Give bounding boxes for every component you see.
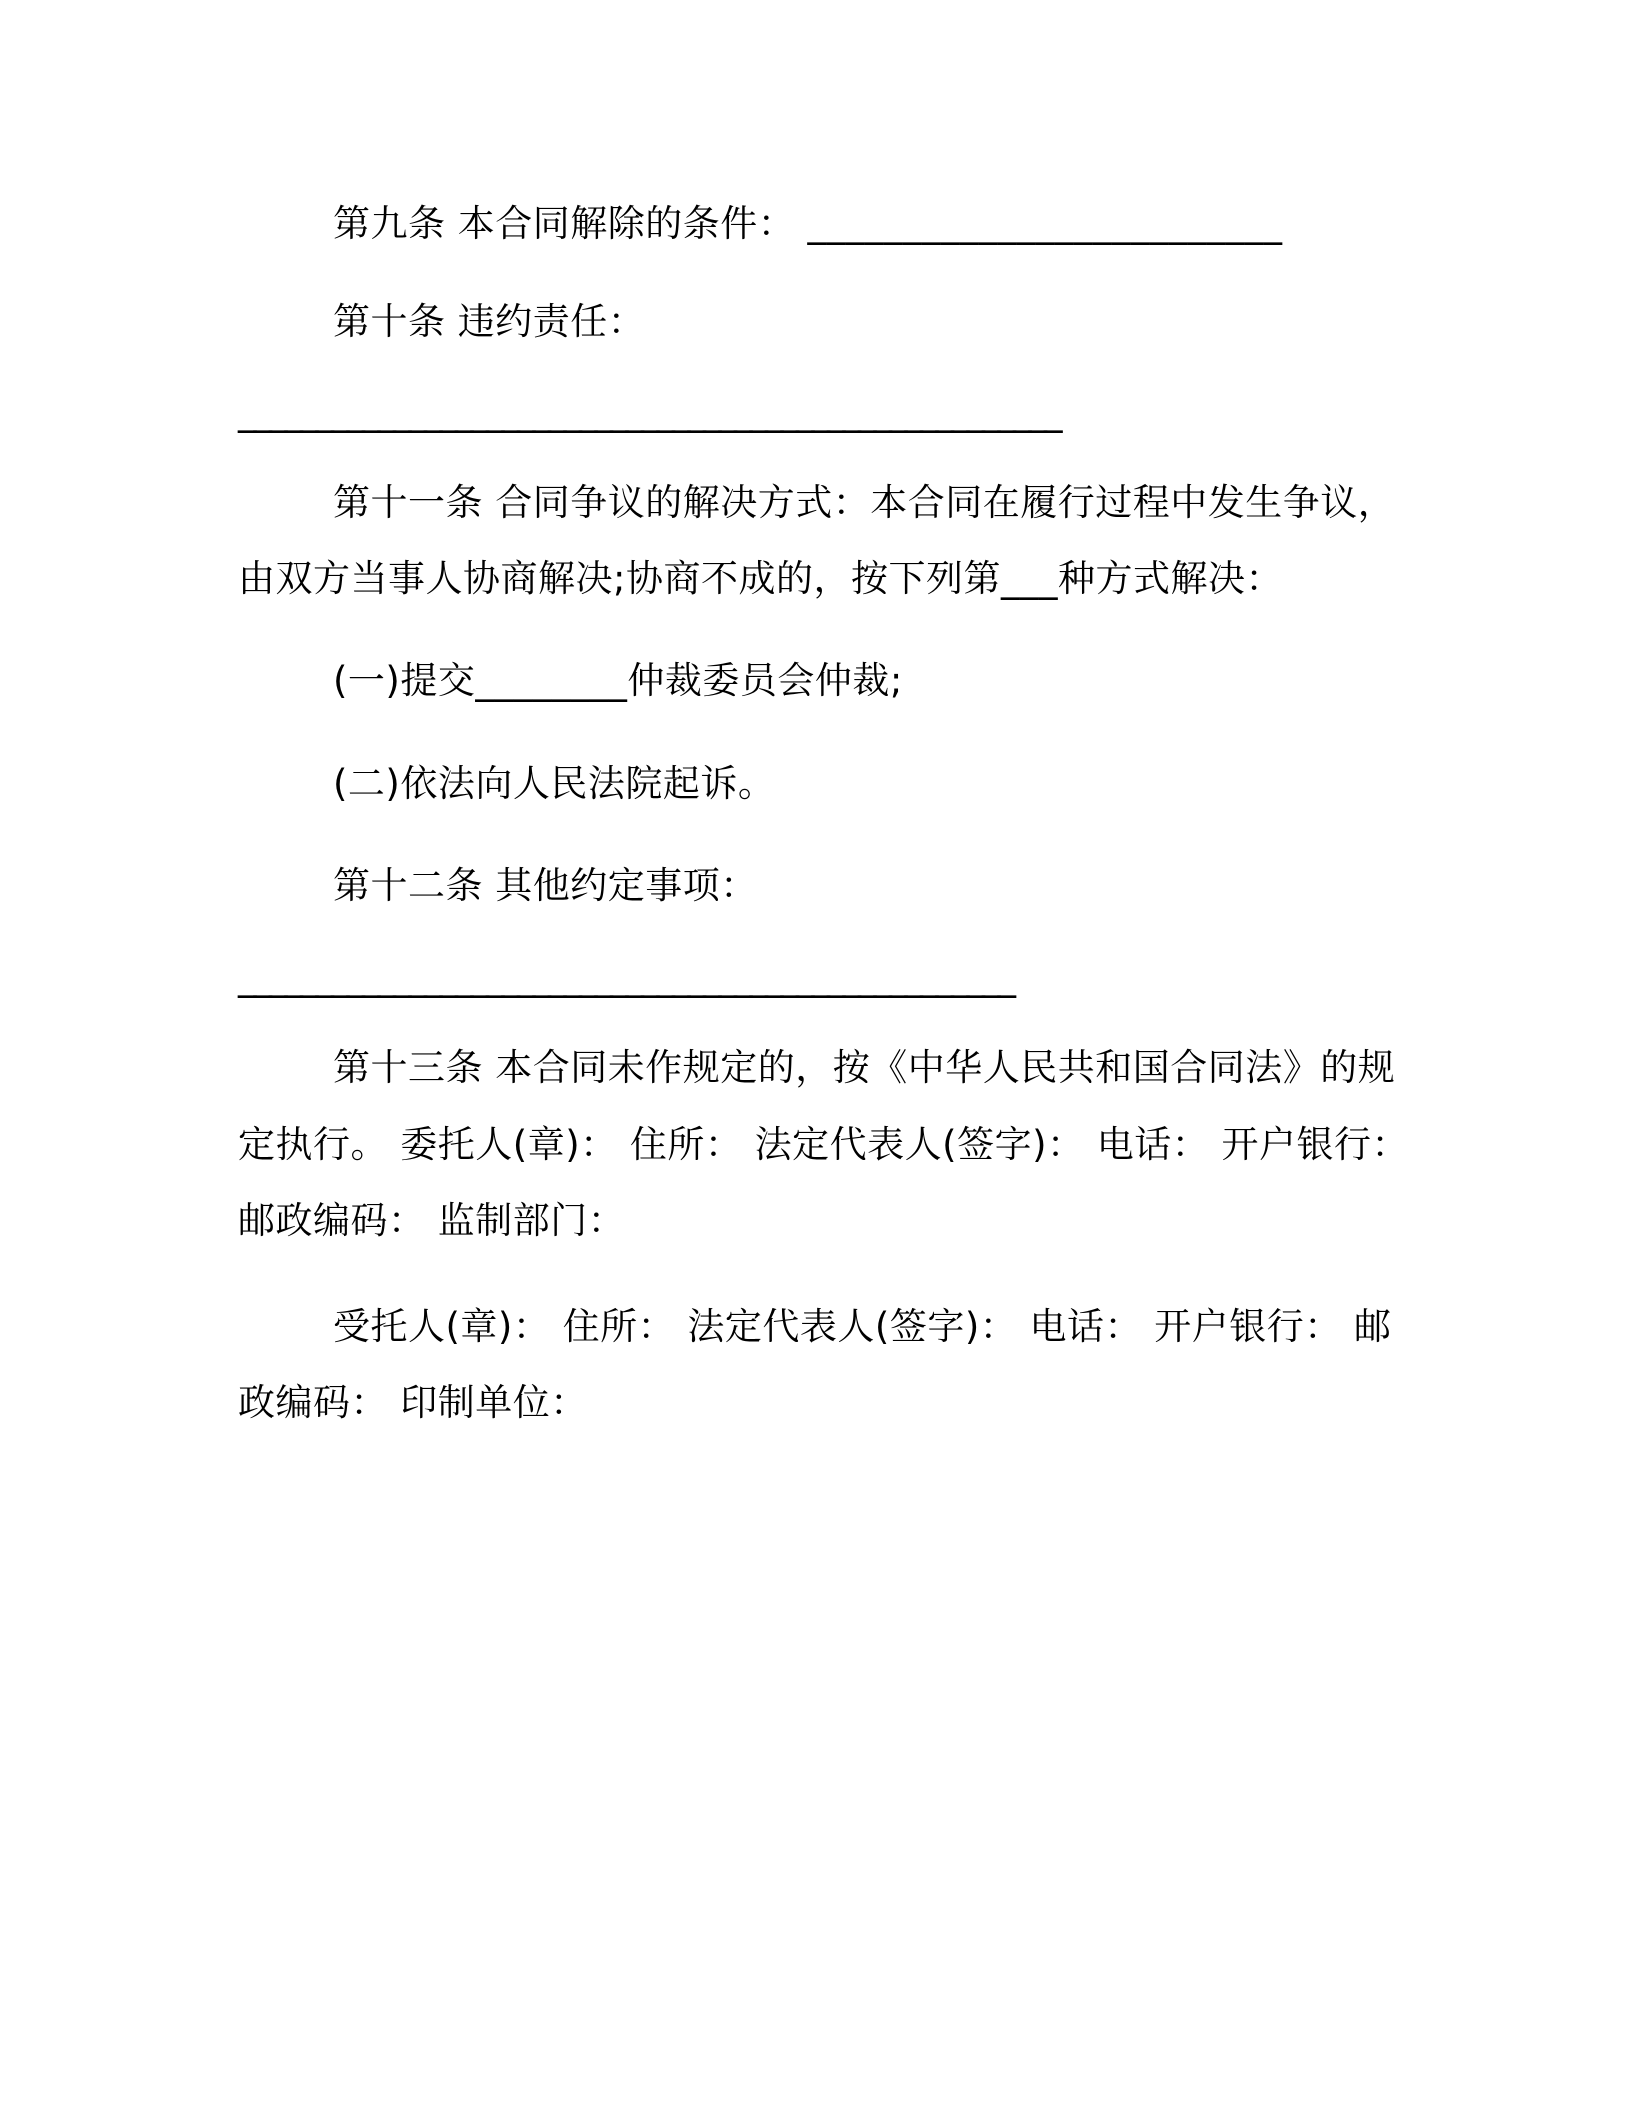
article-9-line: 第九条 本合同解除的条件： _________________________ (333, 202, 1283, 245)
article-11-line-1: 第十一条 合同争议的解决方式：本合同在履行过程中发生争议， (333, 481, 1396, 524)
article-13-line-2: 定执行。 委托人(章)： 住所： 法定代表人(签字)： 电话： 开户银行： (238, 1123, 1410, 1166)
article-13-line-3: 邮政编码： 监制部门： (238, 1199, 626, 1242)
trustee-line-2: 政编码： 印制单位： (238, 1381, 588, 1424)
article-11-line-2: 由双方当事人协商解决;协商不成的，按下列第___种方式解决： (238, 557, 1283, 600)
trustee-line-1: 受托人(章)： 住所： 法定代表人(签字)： 电话： 开户银行： 邮 (333, 1305, 1392, 1348)
option-2-line: (二)依法向人民法院起诉。 (333, 762, 776, 805)
article-13-line-1: 第十三条 本合同未作规定的，按《中华人民共和国合同法》的规 (333, 1046, 1396, 1089)
article-12-blank-line: __________________________________________________ (238, 955, 1013, 998)
article-12-title: 第十二条 其他约定事项： (333, 864, 758, 907)
article-10-blank-line: _____________________________________________________ (238, 390, 1060, 433)
option-1-line: (一)提交________仲裁委员会仲裁; (333, 659, 903, 702)
article-10-title: 第十条 违约责任： (333, 300, 646, 343)
